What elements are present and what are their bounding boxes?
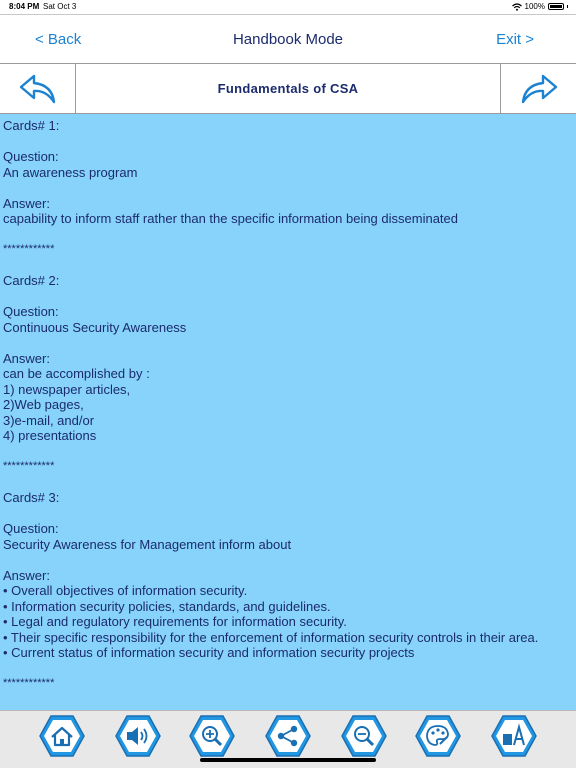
status-bar xyxy=(0,0,576,14)
question-text: Security Awareness for Management inform about xyxy=(3,536,292,552)
font-size-icon[interactable] xyxy=(490,714,538,758)
home-indicator xyxy=(200,758,376,762)
next-button[interactable] xyxy=(500,64,576,113)
navigation-bar xyxy=(0,14,576,64)
back-button[interactable]: < Back xyxy=(35,31,82,48)
palette-icon[interactable] xyxy=(414,714,462,758)
status-date: Sat Oct 3 xyxy=(43,2,77,11)
home-icon[interactable] xyxy=(38,714,86,758)
question-text: Continuous Security Awareness xyxy=(3,319,187,335)
card-header: Cards# 1: xyxy=(3,118,60,133)
exit-button[interactable]: Exit > xyxy=(496,31,534,48)
answer-text: 1) newspaper articles, xyxy=(3,381,131,397)
previous-button[interactable] xyxy=(0,64,76,113)
card-list xyxy=(0,114,576,692)
battery-tip xyxy=(567,5,568,8)
answer-label: Answer: xyxy=(3,567,50,583)
answer-text: • Overall objectives of information security. xyxy=(3,583,248,598)
answer-text: • Legal and regulatory requirements for information security. xyxy=(3,614,347,629)
answer-text: 4) presentations xyxy=(3,428,97,443)
status-time: 8:04 PM xyxy=(9,2,40,11)
battery-icon xyxy=(548,3,564,10)
share-icon[interactable] xyxy=(264,714,312,758)
answer-text: • Current status of information security and information security projects xyxy=(3,645,415,660)
nav-title: Handbook Mode xyxy=(232,31,344,48)
zoom-out-icon[interactable] xyxy=(340,714,388,758)
card-separator: ************ xyxy=(3,460,55,472)
status-right xyxy=(512,2,568,11)
answer-text: capability to inform staff rather than the specific information being disseminated xyxy=(3,211,458,226)
question-label: Question: xyxy=(3,149,59,164)
answer-label: Answer: xyxy=(3,350,50,366)
card-separator: ************ xyxy=(3,677,55,689)
redo-arrow-icon xyxy=(519,72,559,106)
answer-text: 2)Web pages, xyxy=(3,397,84,412)
battery-percent: 100% xyxy=(524,2,545,11)
bottom-toolbar xyxy=(0,710,576,768)
title-bar xyxy=(0,64,576,114)
answer-text: 3)e-mail, and/or xyxy=(3,412,95,428)
answer-text: • Information security policies, standards, and guidelines. xyxy=(3,598,331,614)
answer-text: • Their specific responsibility for the enforcement of information security controls in their area. xyxy=(3,629,539,645)
card-header: Cards# 2: xyxy=(3,273,60,288)
answer-text: can be accomplished by : xyxy=(3,366,150,381)
undo-arrow-icon xyxy=(18,72,58,106)
question-text: An awareness program xyxy=(3,164,138,180)
answer-label: Answer: xyxy=(3,195,50,211)
question-label: Question: xyxy=(3,521,59,536)
page-title: Fundamentals of CSA xyxy=(217,81,359,96)
card-header: Cards# 3: xyxy=(3,490,60,505)
zoom-in-icon[interactable] xyxy=(188,714,236,758)
card-separator: ************ xyxy=(3,243,55,255)
card-content[interactable] xyxy=(0,114,576,710)
speaker-icon[interactable] xyxy=(114,714,162,758)
question-label: Question: xyxy=(3,304,59,319)
wifi-icon xyxy=(512,3,522,11)
